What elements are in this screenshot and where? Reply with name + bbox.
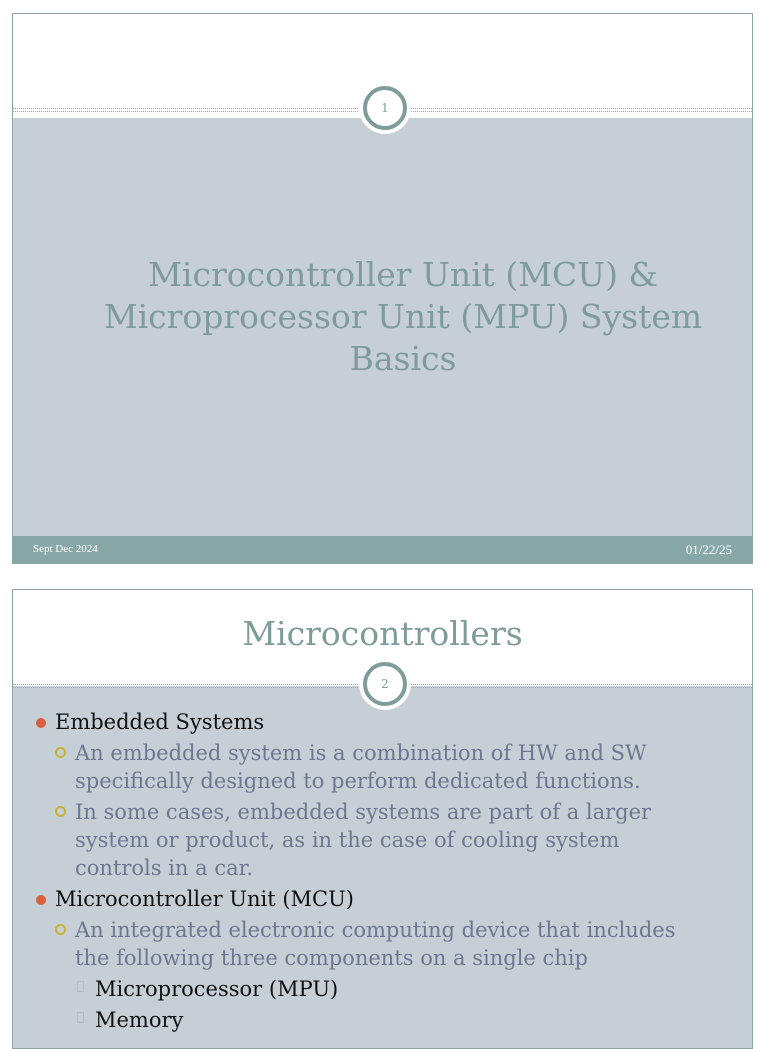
footer-course-date: Sept Dec 2024 xyxy=(33,543,98,555)
slide-1 xyxy=(12,13,753,564)
title-line: Basics xyxy=(349,339,457,378)
bullet-text: Microcontroller Unit (MCU) xyxy=(55,887,354,911)
bullet-level-1 xyxy=(33,708,732,736)
slide-number-badge xyxy=(363,86,407,130)
ring-bullet-icon xyxy=(55,747,66,758)
orange-bullet-icon xyxy=(36,895,46,905)
slide-number: 1 xyxy=(381,101,389,115)
bullet-line: specifically designed to perform dedicated functions. xyxy=(75,769,641,793)
ring-bullet-icon xyxy=(55,806,66,817)
bullet-text: Memory xyxy=(95,1008,184,1032)
square-bullet-icon xyxy=(77,1012,84,1023)
bullet-level-2 xyxy=(33,916,732,972)
slide-number: 2 xyxy=(381,677,389,691)
orange-bullet-icon xyxy=(36,718,46,728)
slide-title xyxy=(68,254,738,380)
square-bullet-icon xyxy=(77,981,84,992)
bullet-text: Microprocessor (MPU) xyxy=(95,977,339,1001)
bullet-text: Embedded Systems xyxy=(55,710,265,734)
footer-date: 01/22/25 xyxy=(685,542,732,557)
bullet-line: the following three components on a single chip xyxy=(75,946,588,970)
bullet-line: In some cases, embedded systems are part of a larger xyxy=(75,800,652,824)
bullet-level-3 xyxy=(33,975,732,1003)
bullet-list xyxy=(33,708,732,1037)
slide-number-badge xyxy=(363,662,407,706)
title-line: Microcontroller Unit (MCU) & xyxy=(148,255,658,294)
bullet-level-1 xyxy=(33,885,732,913)
slide-2 xyxy=(12,589,753,1049)
bullet-level-2 xyxy=(33,739,732,795)
bullet-line: system or product, as in the case of cooling system xyxy=(75,828,620,852)
slide-footer xyxy=(13,536,752,563)
ring-bullet-icon xyxy=(55,924,66,935)
bullet-level-2 xyxy=(33,798,732,882)
bullet-line: An integrated electronic computing device that includes xyxy=(75,918,676,942)
title-line: Microprocessor Unit (MPU) System xyxy=(103,297,703,336)
bullet-level-3 xyxy=(33,1006,732,1034)
bullet-line: controls in a car. xyxy=(75,856,254,880)
bullet-line: An embedded system is a combination of HW and SW xyxy=(75,741,647,765)
slide-title: Microcontrollers xyxy=(242,614,523,653)
